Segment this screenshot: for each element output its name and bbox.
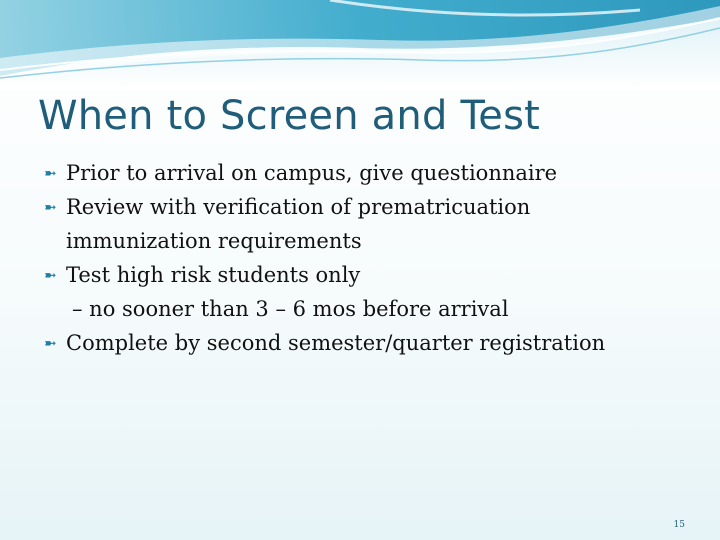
bullet-item xyxy=(44,326,704,360)
bullet-icon: ➼ xyxy=(44,164,57,182)
bullet-icon: ➼ xyxy=(44,198,57,216)
sub-bullet-item: – no sooner than 3 – 6 mos before arrival xyxy=(72,297,509,321)
bullet-list xyxy=(44,156,704,360)
bullet-item xyxy=(44,190,704,258)
bullet-item xyxy=(44,156,704,190)
header-wave-decoration xyxy=(0,0,720,90)
bullet-text-continued: immunization requirements xyxy=(66,229,362,253)
page-number: 15 xyxy=(673,520,685,530)
bullet-text: Prior to arrival on campus, give questionnaire xyxy=(66,161,558,185)
slide-title: When to Screen and Test xyxy=(38,93,541,139)
bullet-text: Test high risk students only xyxy=(66,263,361,287)
bullet-item xyxy=(44,258,704,292)
bullet-icon: ➼ xyxy=(44,266,57,284)
bullet-text: Review with verification of prematricuation xyxy=(66,195,531,219)
bullet-icon: ➼ xyxy=(44,334,57,352)
bullet-text: Complete by second semester/quarter registration xyxy=(66,331,606,355)
